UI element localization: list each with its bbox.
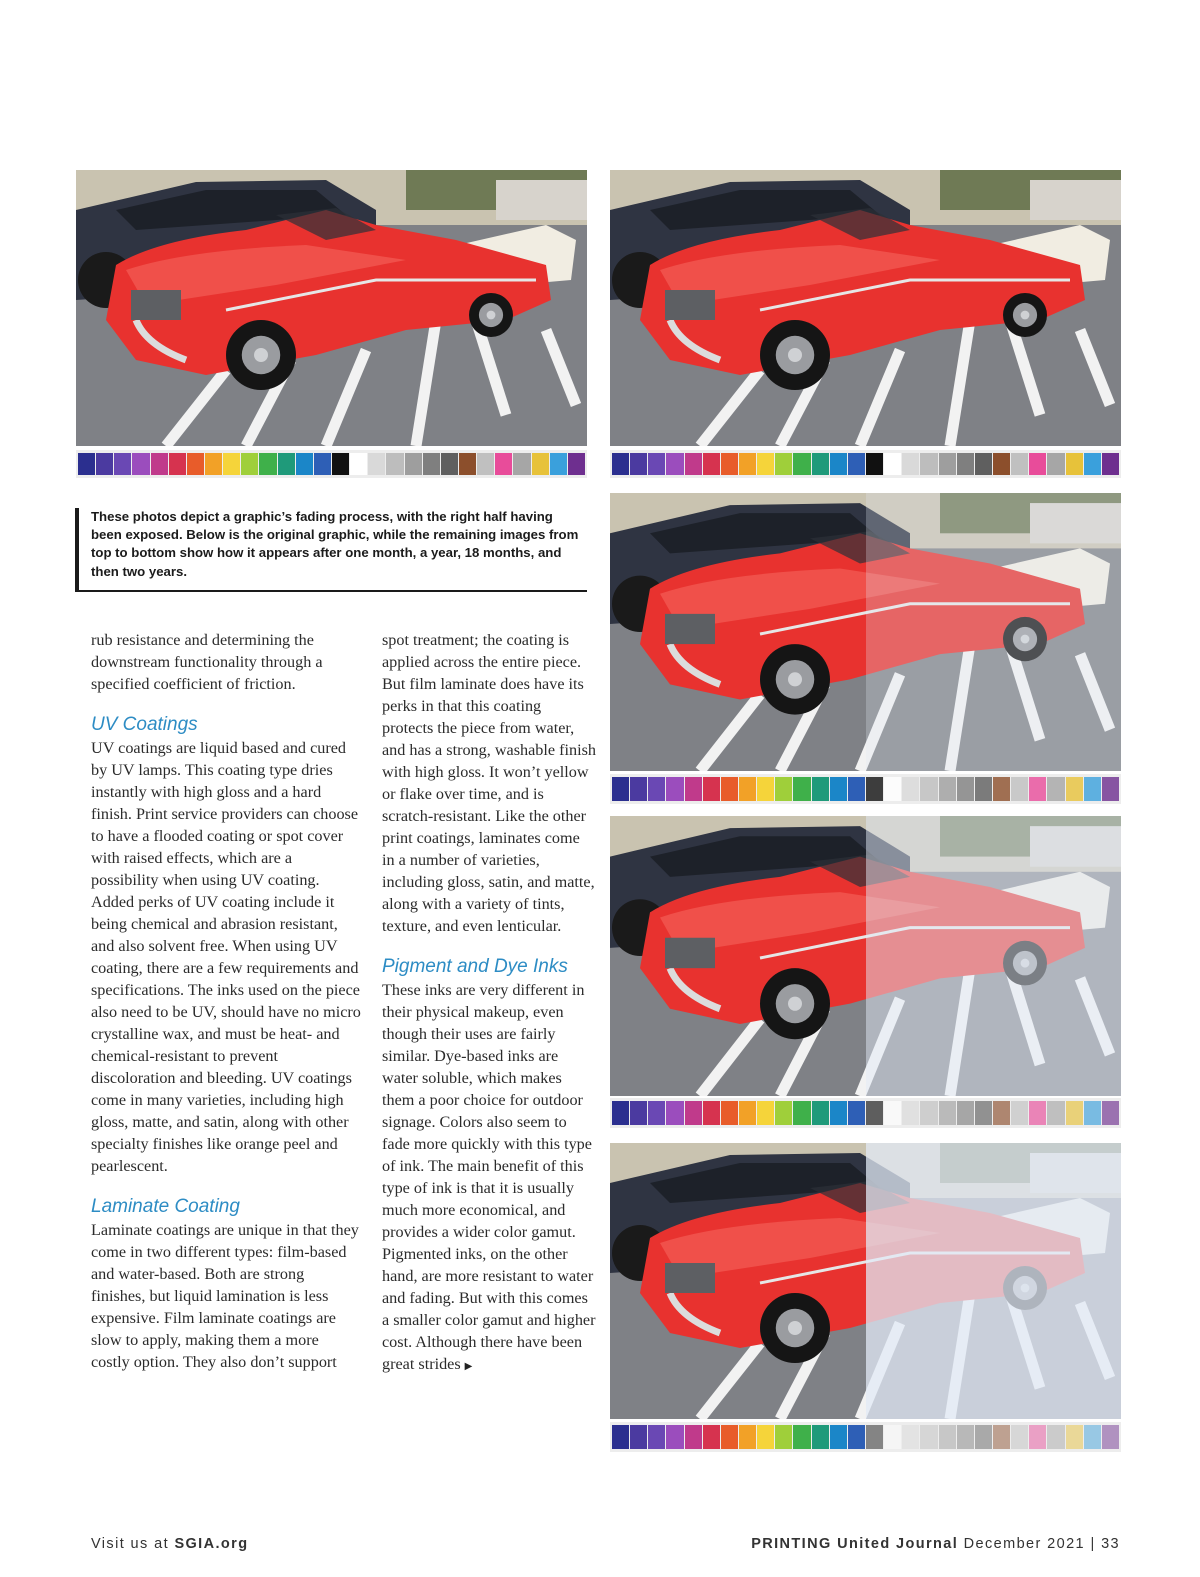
- color-swatch: [993, 1101, 1010, 1125]
- color-swatch: [920, 777, 937, 801]
- color-swatch: [630, 1101, 647, 1125]
- color-swatch: [648, 1101, 665, 1125]
- color-swatch: [739, 1101, 756, 1125]
- color-bar-eighteen-months: [610, 1098, 1121, 1128]
- color-swatch: [902, 1425, 919, 1449]
- color-swatch: [920, 1425, 937, 1449]
- photo-caption-text: These photos depict a graphic’s fading process, with the right half having been exposed. Below is the original graphic, while the remaining images from top to bottom show how it appears after one month, a year, 18 months, and then two years.: [91, 509, 579, 579]
- color-swatch: [532, 453, 549, 475]
- uv-coatings-heading: UV Coatings: [91, 714, 198, 735]
- color-swatch: [793, 777, 810, 801]
- color-swatch: [1011, 453, 1028, 475]
- color-swatch: [612, 453, 629, 475]
- color-swatch: [368, 453, 385, 475]
- color-swatch: [666, 777, 683, 801]
- color-swatch: [1011, 777, 1028, 801]
- color-swatch: [187, 453, 204, 475]
- continue-arrow-icon: ▶: [464, 1361, 473, 1372]
- color-swatch: [703, 1425, 720, 1449]
- color-swatch: [920, 453, 937, 475]
- color-swatch: [1066, 453, 1083, 475]
- color-swatch: [1102, 777, 1119, 801]
- color-swatch: [151, 453, 168, 475]
- color-bar-original: [76, 450, 587, 478]
- color-swatch: [278, 453, 295, 475]
- color-swatch: [550, 453, 567, 475]
- color-swatch: [205, 453, 222, 475]
- color-swatch: [939, 453, 956, 475]
- color-swatch: [685, 453, 702, 475]
- color-swatch: [812, 1425, 829, 1449]
- color-swatch: [975, 1101, 992, 1125]
- color-swatch: [848, 777, 865, 801]
- color-swatch: [866, 777, 883, 801]
- color-swatch: [884, 1101, 901, 1125]
- color-swatch: [830, 777, 847, 801]
- color-swatch: [685, 1425, 702, 1449]
- color-swatch: [1011, 1425, 1028, 1449]
- color-swatch: [495, 453, 512, 475]
- color-swatch: [1029, 1101, 1046, 1125]
- intro-paragraph: rub resistance and determining the downstream functionality through a specified coefficient of friction.: [91, 631, 323, 693]
- car-photo-one-year: [610, 493, 1121, 771]
- color-swatch: [169, 453, 186, 475]
- color-swatch: [993, 453, 1010, 475]
- color-swatch: [648, 453, 665, 475]
- color-swatch: [648, 777, 665, 801]
- color-swatch: [1047, 1425, 1064, 1449]
- color-swatch: [793, 453, 810, 475]
- color-swatch: [132, 453, 149, 475]
- color-swatch: [830, 1101, 847, 1125]
- color-swatch: [993, 1425, 1010, 1449]
- car-photo-eighteen-months: [610, 816, 1121, 1096]
- color-swatch: [568, 453, 585, 475]
- color-swatch: [612, 1425, 629, 1449]
- car-photo-one-month: [610, 170, 1121, 446]
- color-swatch: [685, 777, 702, 801]
- color-swatch: [866, 1425, 883, 1449]
- color-swatch: [757, 1101, 774, 1125]
- color-swatch: [612, 1101, 629, 1125]
- color-swatch: [114, 453, 131, 475]
- color-bar-one-month: [610, 450, 1121, 478]
- color-swatch: [812, 777, 829, 801]
- color-swatch: [703, 777, 720, 801]
- color-swatch: [1029, 1425, 1046, 1449]
- photo-caption: [75, 508, 587, 592]
- footer-issue-date: December 2021: [963, 1536, 1086, 1552]
- footer-visit-prefix: Visit us at: [91, 1536, 169, 1552]
- car-photo-two-years: [610, 1143, 1121, 1419]
- color-swatch: [1102, 1101, 1119, 1125]
- color-swatch: [775, 453, 792, 475]
- color-swatch: [957, 1425, 974, 1449]
- color-swatch: [259, 453, 276, 475]
- color-swatch: [975, 453, 992, 475]
- color-swatch: [721, 1101, 738, 1125]
- pigment-dye-inks-text: These inks are very different in their physical makeup, even though their uses are fairly similar. Dye-based inks are water soluble, which makes them a poor choice for outdoor signage. Colors also seem to fade more quickly with this type of ink. The main benefit of this type of ink is that it is usually much more economical, and provides a wider color gamut. Pigmented inks, on the other hand, are more resistant to water and fading. But with this comes a smaller color gamut and higher cost. Although there have been great strides: [382, 981, 596, 1373]
- color-swatch: [757, 453, 774, 475]
- color-swatch: [241, 453, 258, 475]
- color-swatch: [757, 1425, 774, 1449]
- color-swatch: [1102, 453, 1119, 475]
- color-swatch: [459, 453, 476, 475]
- color-swatch: [793, 1425, 810, 1449]
- pigment-dye-inks-paragraph: [382, 979, 596, 1378]
- faded-half-overlay: [866, 493, 1122, 771]
- color-swatch: [884, 777, 901, 801]
- color-swatch: [648, 1425, 665, 1449]
- color-swatch: [884, 453, 901, 475]
- color-swatch: [920, 1101, 937, 1125]
- color-swatch: [630, 453, 647, 475]
- color-swatch: [830, 1425, 847, 1449]
- color-swatch: [721, 1425, 738, 1449]
- color-swatch: [775, 1425, 792, 1449]
- color-swatch: [1047, 777, 1064, 801]
- faded-half-overlay: [866, 1143, 1122, 1419]
- color-swatch: [957, 1101, 974, 1125]
- article-column-left: [91, 629, 361, 1373]
- color-swatch: [739, 777, 756, 801]
- color-swatch: [939, 1425, 956, 1449]
- color-swatch: [902, 453, 919, 475]
- footer-separator: |: [1090, 1536, 1096, 1552]
- color-swatch: [96, 453, 113, 475]
- color-swatch: [721, 777, 738, 801]
- color-swatch: [1084, 777, 1101, 801]
- color-swatch: [975, 1425, 992, 1449]
- pigment-dye-inks-heading: Pigment and Dye Inks: [382, 956, 568, 977]
- color-swatch: [441, 453, 458, 475]
- color-swatch: [1029, 777, 1046, 801]
- color-swatch: [775, 777, 792, 801]
- color-swatch: [775, 1101, 792, 1125]
- color-swatch: [612, 777, 629, 801]
- color-swatch: [1047, 453, 1064, 475]
- color-swatch: [848, 453, 865, 475]
- color-swatch: [1066, 1425, 1083, 1449]
- color-swatch: [666, 1101, 683, 1125]
- color-swatch: [812, 1101, 829, 1125]
- color-swatch: [1029, 453, 1046, 475]
- color-swatch: [739, 453, 756, 475]
- color-swatch: [630, 777, 647, 801]
- color-swatch: [332, 453, 349, 475]
- color-swatch: [739, 1425, 756, 1449]
- color-swatch: [957, 453, 974, 475]
- color-swatch: [757, 777, 774, 801]
- color-swatch: [957, 777, 974, 801]
- color-swatch: [1084, 453, 1101, 475]
- color-swatch: [830, 453, 847, 475]
- car-photo-original: [76, 170, 587, 446]
- footer-website-link[interactable]: SGIA.org: [174, 1536, 249, 1552]
- spot-treatment-paragraph: spot treatment; the coating is applied across the entire piece. But film laminate does have its perks in that this coating protects the piece from water, and has a strong, washable finish with high gloss. It won’t yellow or flake over time, and is scratch-resistant. Like the other print coatings, laminates come in a number of varieties, including gloss, satin, and matte, along with a variety of tints, texture, and even lenticular.: [382, 631, 596, 935]
- color-swatch: [314, 453, 331, 475]
- color-bar-one-year: [610, 774, 1121, 804]
- color-swatch: [884, 1425, 901, 1449]
- color-swatch: [1102, 1425, 1119, 1449]
- color-swatch: [1047, 1101, 1064, 1125]
- footer-journal-name: PRINTING United Journal: [751, 1536, 959, 1552]
- color-swatch: [812, 453, 829, 475]
- color-swatch: [1084, 1425, 1101, 1449]
- color-swatch: [666, 453, 683, 475]
- color-swatch: [793, 1101, 810, 1125]
- color-swatch: [1011, 1101, 1028, 1125]
- color-swatch: [1066, 1101, 1083, 1125]
- color-swatch: [666, 1425, 683, 1449]
- color-bar-two-years: [610, 1422, 1121, 1452]
- laminate-coating-paragraph: Laminate coatings are unique in that they come in two different types: film-based and water-based. Both are strong finishes, but liquid lamination is less expensive. Film laminate coatings are slow to apply, making them a more costly option. They also don’t support: [91, 1221, 359, 1371]
- color-swatch: [703, 1101, 720, 1125]
- color-swatch: [1084, 1101, 1101, 1125]
- color-swatch: [223, 453, 240, 475]
- color-swatch: [386, 453, 403, 475]
- color-swatch: [685, 1101, 702, 1125]
- color-swatch: [405, 453, 422, 475]
- color-swatch: [1066, 777, 1083, 801]
- footer-right: [751, 1536, 1120, 1552]
- laminate-coating-heading: Laminate Coating: [91, 1196, 240, 1217]
- footer-left: [91, 1536, 248, 1552]
- color-swatch: [939, 1101, 956, 1125]
- color-swatch: [848, 1425, 865, 1449]
- color-swatch: [902, 777, 919, 801]
- color-swatch: [866, 1101, 883, 1125]
- color-swatch: [423, 453, 440, 475]
- color-swatch: [350, 453, 367, 475]
- article-column-right: [382, 629, 596, 1378]
- uv-coatings-paragraph: UV coatings are liquid based and cured by UV lamps. This coating type dries instantly with high gloss and a hard finish. Print service providers can choose to have a flooded coating or spot cover with raised effects, which are a possibility when using UV coating. Added perks of UV coating include it being chemical and abrasion resistant, and also solvent free. When using UV coating, there are a few requirements and specifications. The inks used on the piece also need to be UV, should have no micro crystalline wax, and must be heat- and chemical-resistant to prevent discoloration and bleeding. UV coatings come in many varieties, including high gloss, matte, and satin, along with other specialty finishes like orange peel and pearlescent.: [91, 739, 361, 1175]
- footer-page-number: 33: [1101, 1536, 1120, 1552]
- color-swatch: [477, 453, 494, 475]
- color-swatch: [902, 1101, 919, 1125]
- color-swatch: [993, 777, 1010, 801]
- color-swatch: [848, 1101, 865, 1125]
- color-swatch: [721, 453, 738, 475]
- color-swatch: [296, 453, 313, 475]
- color-swatch: [975, 777, 992, 801]
- color-swatch: [513, 453, 530, 475]
- color-swatch: [78, 453, 95, 475]
- color-swatch: [866, 453, 883, 475]
- color-swatch: [703, 453, 720, 475]
- color-swatch: [630, 1425, 647, 1449]
- faded-half-overlay: [866, 816, 1122, 1096]
- color-swatch: [939, 777, 956, 801]
